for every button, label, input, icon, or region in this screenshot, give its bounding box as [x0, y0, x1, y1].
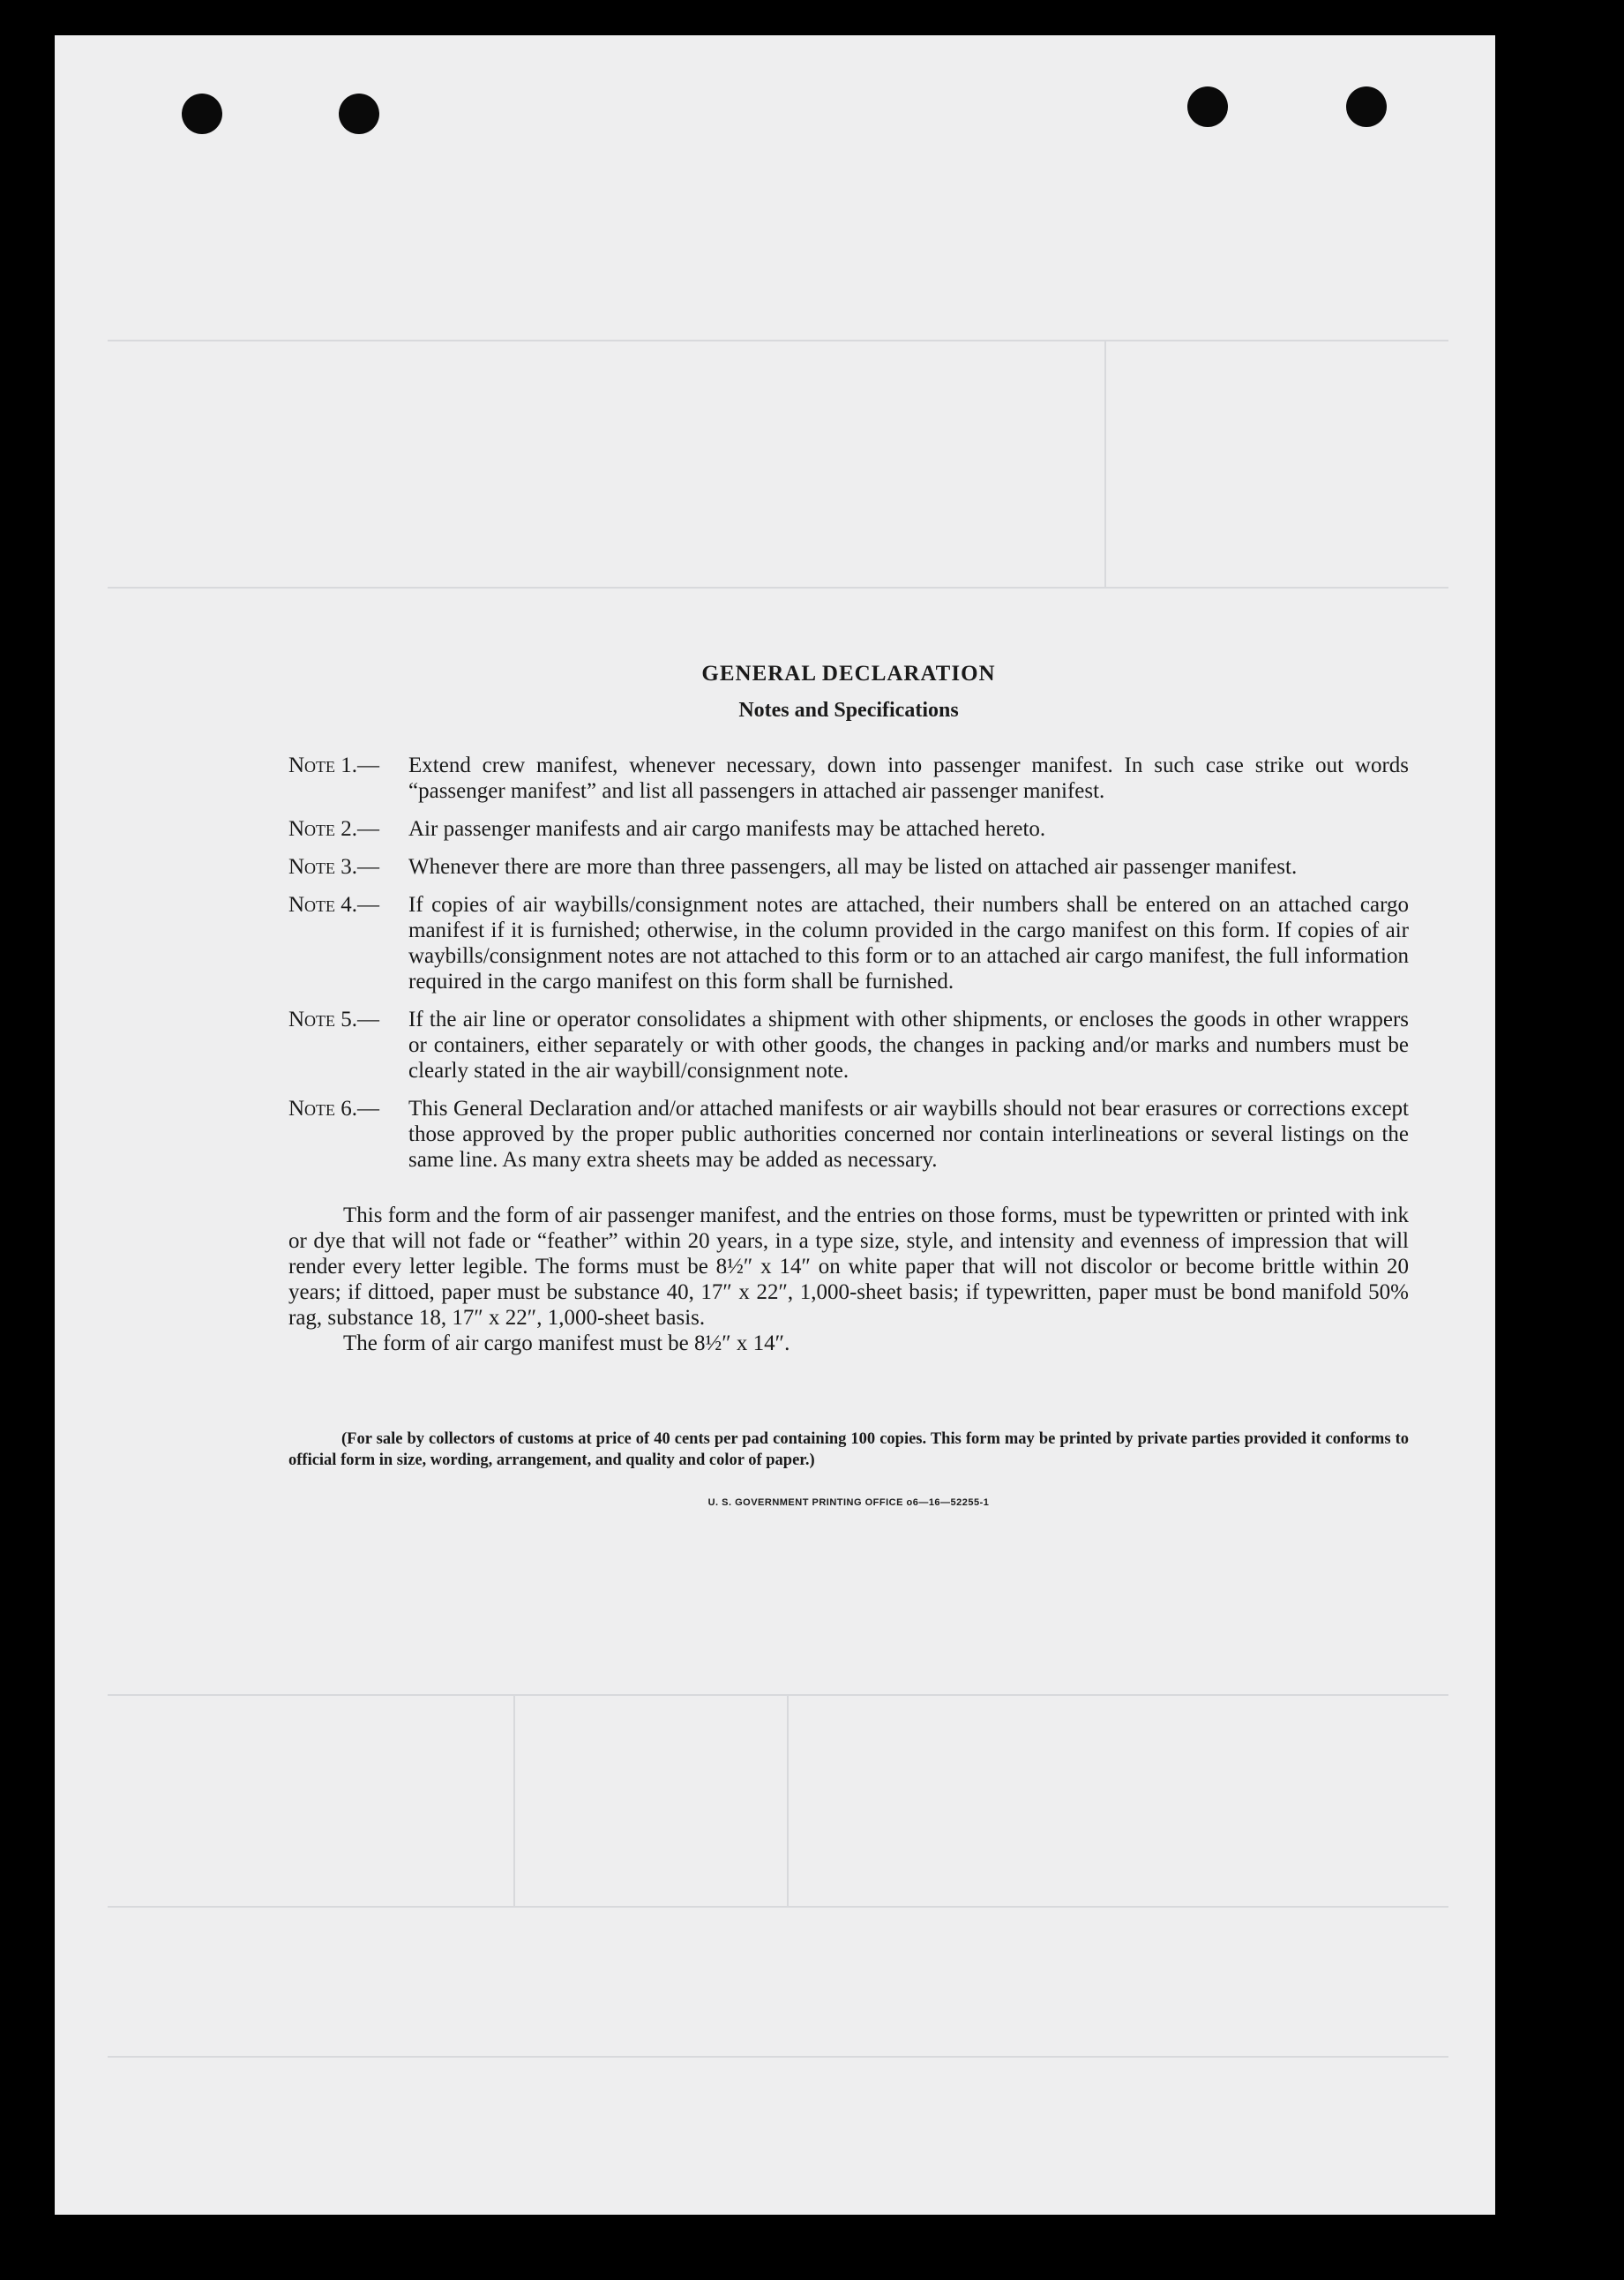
bleed-through-rule: [108, 340, 1448, 341]
note-text: Air passenger manifests and air cargo manifests may be attached hereto.: [408, 817, 1046, 841]
note-text: This General Declaration and/or attached manifests or air waybills should not bear erasures or corrections except those approved by the proper public authorities concerned nor contain interlineations or several listings on the same line. As many extra sheets may be added as necessary.: [408, 1097, 1409, 1172]
note-label: Note 3.—: [288, 855, 380, 879]
note-item: [288, 854, 1409, 880]
note-text: If copies of air waybills/consignment notes are attached, their numbers shall be entered on an attached cargo manifest if it is furnished; otherwise, in the column provided in the cargo manifest on this form. If copies of air waybills/consignment notes are not attached to this form or to an attached air cargo manifest, the full information required in the cargo manifest on this form shall be furnished.: [408, 893, 1409, 994]
note-text: Extend crew manifest, whenever necessary, down into passenger manifest. In such case strike out words “passenger manifest” and list all passengers in attached air passenger manifest.: [408, 754, 1409, 803]
note-label: Note 2.—: [288, 817, 380, 841]
punch-hole-left-1: [182, 94, 222, 134]
bleed-through-rule: [787, 1694, 789, 1906]
cargo-manifest-size-line: The form of air cargo manifest must be 8½″ x 14″.: [343, 1331, 790, 1355]
notes-content: [288, 662, 1409, 1508]
note-text: If the air line or operator consolidates a shipment with other shipments, or encloses the goods in other wrappers or containers, either separately or with other goods, the changes in packing and/or marks and numbers must be clearly stated in the air waybill/consignment note.: [408, 1008, 1409, 1083]
page-subtitle: Notes and Specifications: [738, 699, 959, 722]
note-item: [288, 1096, 1409, 1173]
note-label: Note 5.—: [288, 1008, 380, 1031]
page-title: GENERAL DECLARATION: [701, 662, 996, 686]
form-requirements-paragraph: This form and the form of air passenger manifest, and the entries on those forms, must be typewritten or printed with ink or dye that will not fade or “feather” within 20 years, in a type size, style, and intensity and evenness of impression that will render every letter legible. The forms must be 8½″ x 14″ on white paper that will not discolor or become brittle within 20 years; if dittoed, paper must be substance 40, 17″ x 22″, 1,000-sheet basis; if typewritten, paper must be bond manifold 50% rag, substance 18, 17″ x 22″, 1,000-sheet basis.: [288, 1204, 1409, 1330]
bleed-through-rule: [108, 2056, 1448, 2058]
punch-hole-left-2: [339, 94, 379, 134]
note-item: [288, 892, 1409, 994]
note-item: [288, 753, 1409, 804]
bleed-through-rule: [513, 1694, 515, 1906]
note-label: Note 1.—: [288, 754, 380, 777]
notes-list: [288, 753, 1409, 1173]
punch-hole-right-1: [1187, 86, 1228, 127]
sale-notice: (For sale by collectors of customs at price of 40 cents per pad containing 100 copies. This form may be printed by private parties provided it conforms to official form in size, wording, arrangement, and quality and color of paper.): [288, 1430, 1409, 1469]
bleed-through-rule: [1104, 340, 1106, 587]
note-item: [288, 816, 1409, 842]
bleed-through-rule: [108, 1694, 1448, 1696]
note-label: Note 4.—: [288, 893, 380, 917]
note-label: Note 6.—: [288, 1097, 380, 1121]
bleed-through-rule: [108, 587, 1448, 589]
bleed-through-rule: [108, 1906, 1448, 1908]
note-text: Whenever there are more than three passengers, all may be listed on attached air passenger manifest.: [408, 855, 1298, 879]
document-page: [55, 35, 1495, 2215]
note-item: [288, 1007, 1409, 1084]
printer-line: U. S. GOVERNMENT PRINTING OFFICE o6—16—52255-1: [707, 1497, 990, 1508]
punch-hole-right-2: [1346, 86, 1387, 127]
